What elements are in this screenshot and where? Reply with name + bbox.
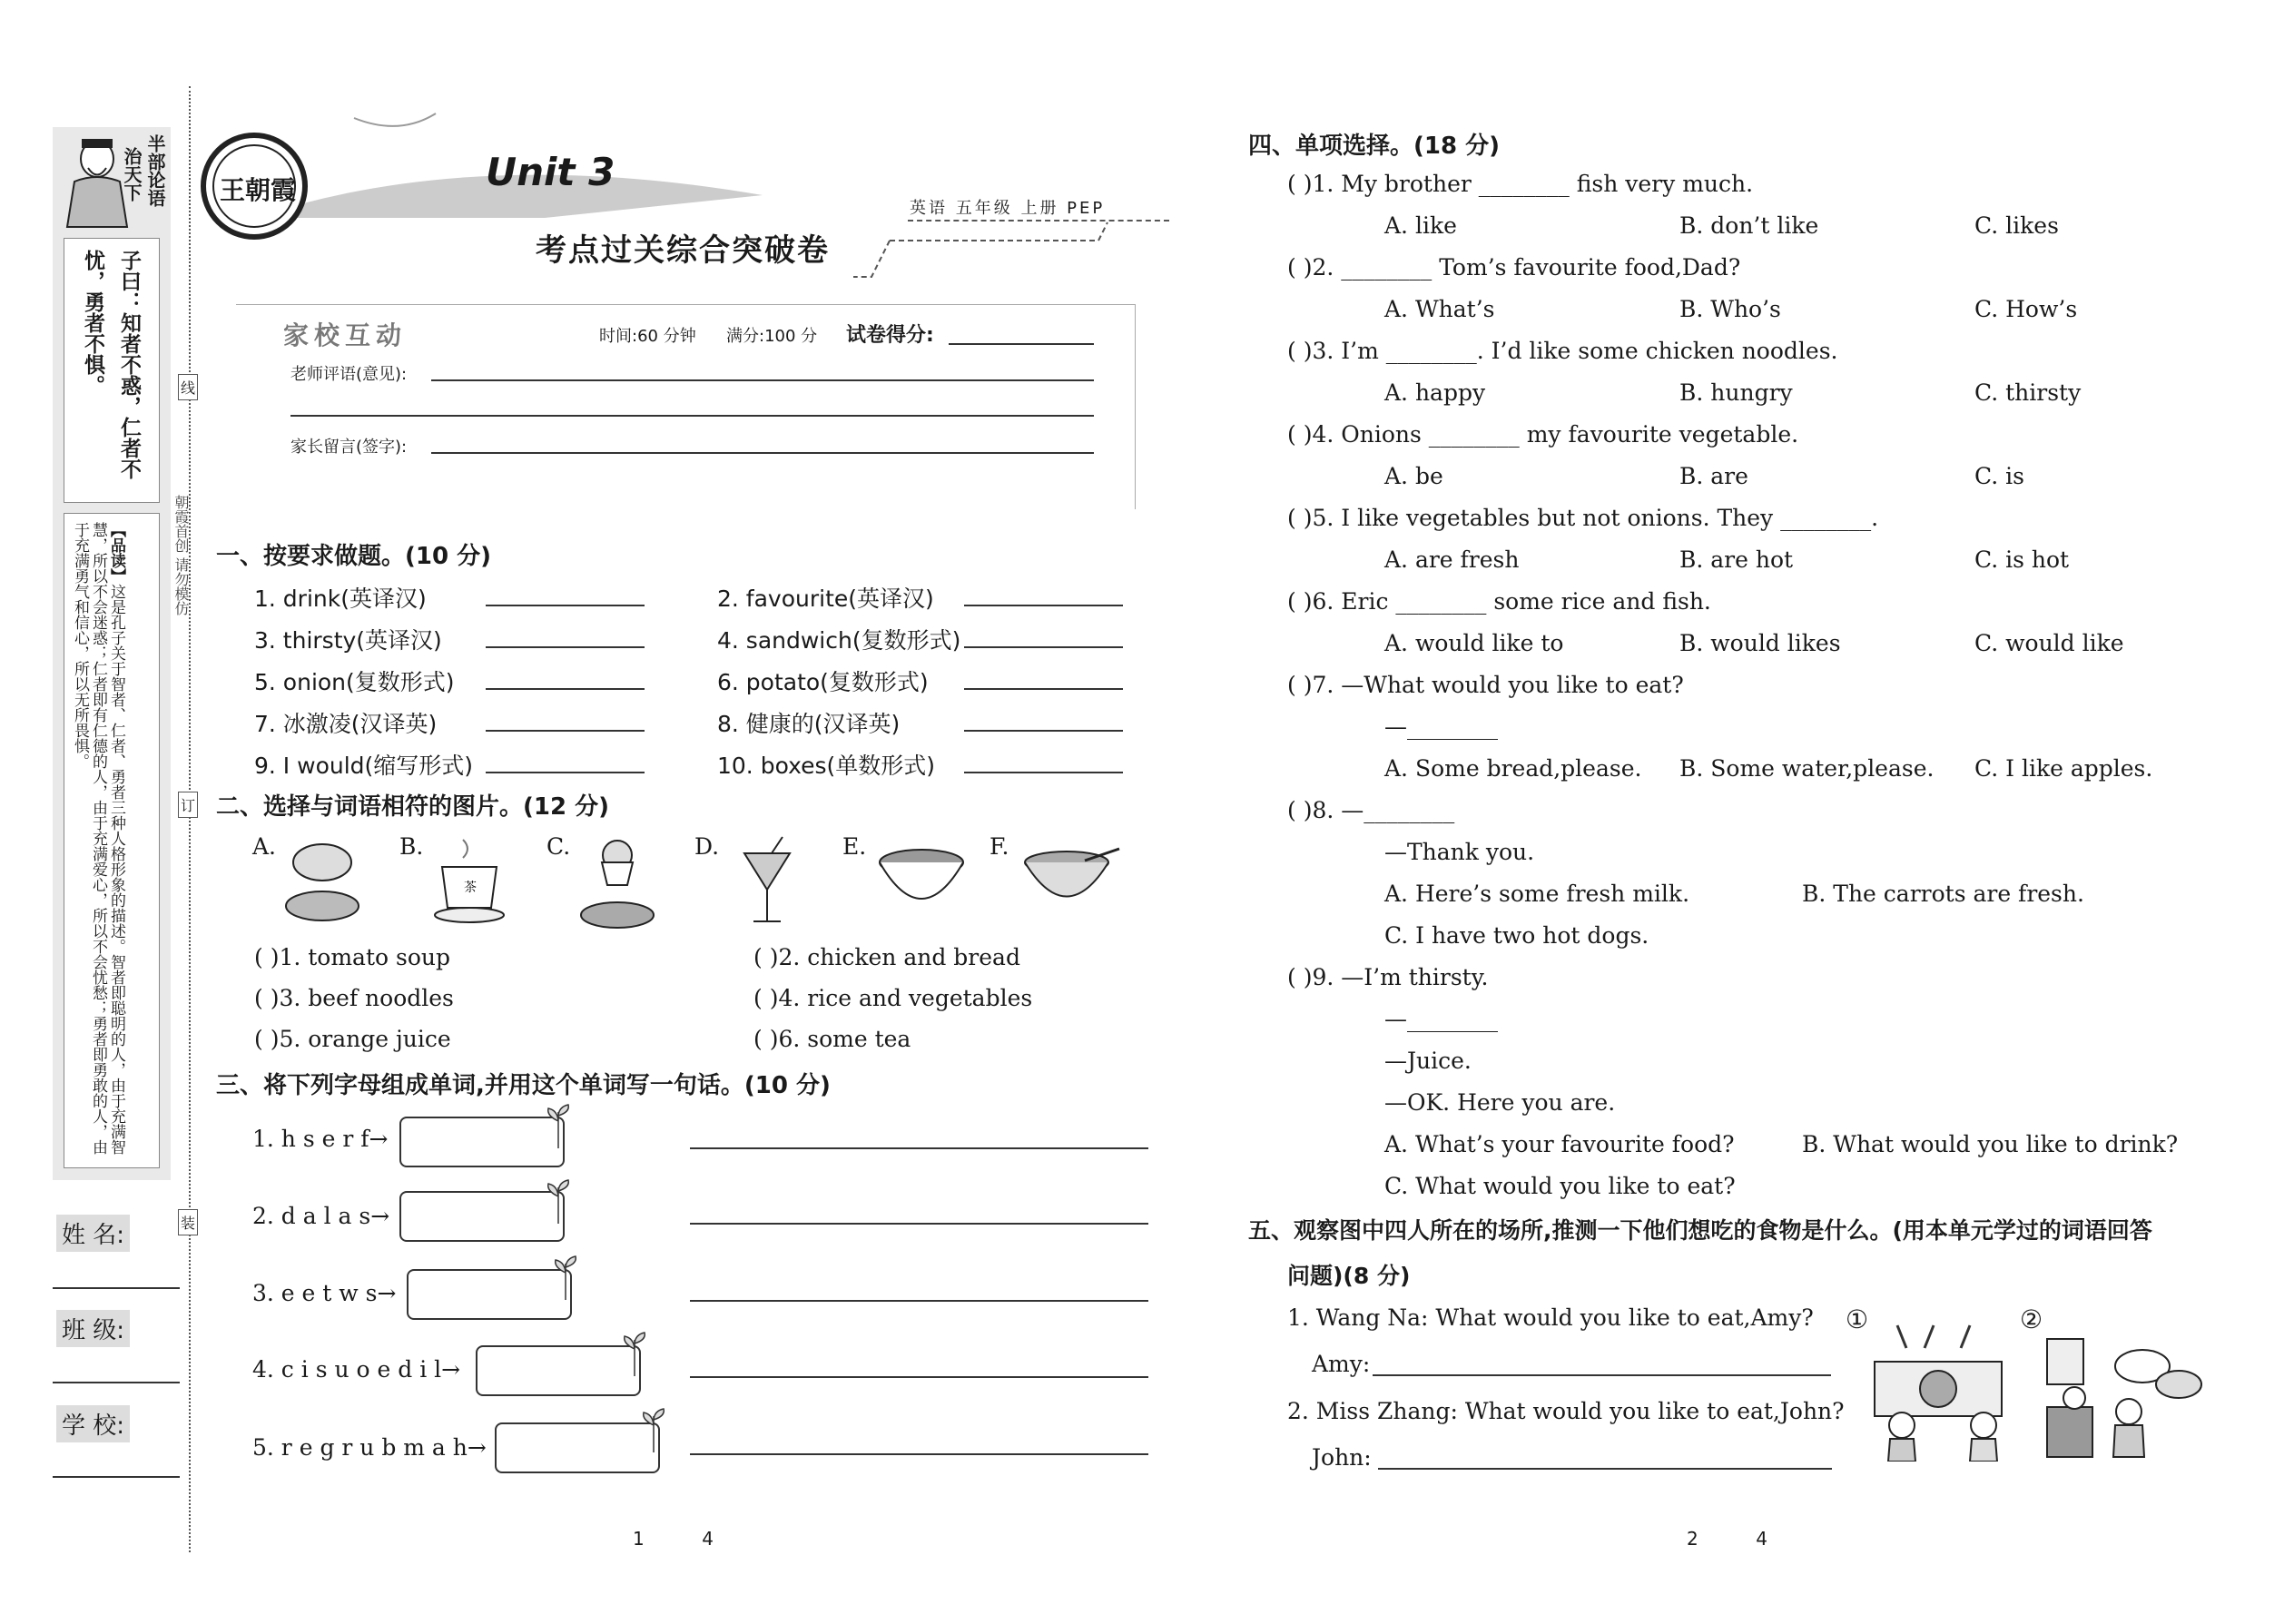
cut-line <box>189 86 191 1552</box>
section3-title: 三、将下列字母组成单词,并用这个单词写一句话。(10 分) <box>216 1072 831 1099</box>
sprout-icon <box>545 1178 572 1224</box>
s2-item-1: ( )1. tomato soup <box>254 944 450 970</box>
s4-q1-opt-b: B. don’t like <box>1679 212 1819 239</box>
s4-q3: ( )3. I’m ________. I’d like some chicken noodles. <box>1287 338 1838 364</box>
school-label: 学 校: <box>56 1405 130 1442</box>
s4-q5-opt-c: C. is hot <box>1974 546 2070 573</box>
full-score-text: 满分:100 分 <box>726 327 818 346</box>
class-label: 班 级: <box>56 1310 130 1347</box>
s1-item-5: 5. onion(复数形式) <box>254 669 455 695</box>
class-field[interactable] <box>53 1382 180 1383</box>
s1-item-8: 8. 健康的(汉译英) <box>717 711 901 737</box>
sprout-icon <box>545 1103 572 1148</box>
s3-item-3: 3. e e t w s→ <box>252 1280 397 1306</box>
s4-q7-answer: —________ <box>1384 714 1498 740</box>
s4-q6-opt-c: C. would like <box>1974 630 2124 656</box>
s4-q6-opt-b: B. would likes <box>1679 630 1841 656</box>
meta-rule <box>908 220 1169 221</box>
s5-a2-label: John: <box>1312 1444 1372 1471</box>
name-field[interactable] <box>53 1287 180 1289</box>
reading-text: 【品读】这是孔子关于智者、仁者、勇者三种人格形象的描述。智者即聪明的人，由于充满智慧，所以不会迷惑；仁者即有仁德的人，由于充满爱心，所以不会忧愁；勇者即勇敢的人，由于充满勇气和信心，所以无所畏惧。 <box>71 522 125 1155</box>
s5-answer-2[interactable] <box>1378 1468 1832 1470</box>
section2-title: 二、选择与词语相符的图片。(12 分) <box>216 793 609 821</box>
s1-answer-8[interactable] <box>964 730 1123 732</box>
s4-q3-opt-b: B. hungry <box>1679 379 1793 406</box>
orange-juice-picture <box>735 835 799 935</box>
s1-answer-3[interactable] <box>486 646 645 648</box>
s4-q6-opt-a: A. would like to <box>1384 630 1564 656</box>
s4-q2-opt-b: B. Who’s <box>1679 296 1781 322</box>
s4-q3-opt-a: A. happy <box>1384 379 1486 406</box>
page-number-right: 2 4 <box>1687 1528 1768 1550</box>
s4-q7-opt-a: A. Some bread,please. <box>1384 755 1642 782</box>
s3-item-2: 2. d a l a s→ <box>252 1203 390 1229</box>
s3-word-box-4[interactable] <box>476 1345 641 1396</box>
s4-q8: ( )8. —________ <box>1287 797 1455 823</box>
s4-q4: ( )4. Onions ________ my favourite vegetable. <box>1287 421 1799 448</box>
s2-item-5: ( )5. orange juice <box>254 1026 451 1052</box>
motto-a: 半部论语 <box>144 134 166 207</box>
s4-q5-opt-a: A. are fresh <box>1384 546 1520 573</box>
pic-letter-a: A. <box>252 833 277 860</box>
cut-mark-1: 线 <box>178 374 198 400</box>
pic-letter-c: C. <box>546 833 571 860</box>
s1-item-1: 1. drink(英译汉) <box>254 586 427 612</box>
sprout-icon <box>640 1407 667 1452</box>
s1-item-6: 6. potato(复数形式) <box>717 669 929 695</box>
s5-a1-label: Amy: <box>1312 1351 1371 1377</box>
teacher-comment-field[interactable] <box>431 379 1094 381</box>
s4-q9-line2: —________ <box>1384 1006 1498 1032</box>
s3-word-box-3[interactable] <box>407 1269 572 1320</box>
s1-answer-4[interactable] <box>964 646 1123 648</box>
score-label: 试卷得分: <box>846 324 934 347</box>
s4-q3-opt-c: C. thirsty <box>1974 379 2082 406</box>
meta-text: 英语 五年级 上册 PEP <box>910 199 1106 218</box>
s5-q2: 2. Miss Zhang: What would you like to eat,John? <box>1287 1398 1845 1424</box>
pic-letter-b: B. <box>399 833 424 860</box>
s5-q1: 1. Wang Na: What would you like to eat,Amy? <box>1287 1304 1814 1331</box>
tea-cup-picture <box>431 835 513 926</box>
s4-q7: ( )7. —What would you like to eat? <box>1287 672 1684 698</box>
s1-item-2: 2. favourite(英译汉) <box>717 586 934 612</box>
pic-letter-e: E. <box>842 833 867 860</box>
s1-answer-9[interactable] <box>486 772 645 773</box>
s3-item-5: 5. r e g r u b m a h→ <box>252 1434 487 1461</box>
s4-q9: ( )9. —I’m thirsty. <box>1287 964 1489 990</box>
s4-q9-line3: —Juice. <box>1384 1048 1472 1074</box>
s4-q2-opt-c: C. How’s <box>1974 296 2078 322</box>
s3-sentence-4[interactable] <box>690 1376 1148 1378</box>
s2-item-3: ( )3. beef noodles <box>254 985 454 1011</box>
sprout-icon <box>621 1331 648 1376</box>
s1-answer-5[interactable] <box>486 688 645 690</box>
section4-title: 四、单项选择。(18 分) <box>1248 133 1500 160</box>
svg-text:茶: 茶 <box>464 881 477 895</box>
s4-q8-opt-c: C. I have two hot dogs. <box>1384 922 1649 949</box>
quote-text: 子曰：知者不惑，仁者不忧，勇者不惧。 <box>81 250 141 479</box>
s4-q7-opt-c: C. I like apples. <box>1974 755 2153 782</box>
school-field[interactable] <box>53 1476 180 1478</box>
s1-answer-7[interactable] <box>486 730 645 732</box>
score-field[interactable] <box>949 343 1094 345</box>
teacher-comment-field-2[interactable] <box>290 415 1094 417</box>
section5-title: 五、观察图中四人所在的场所,推测一下他们想吃的食物是什么。(用本单元学过的词语回答 <box>1248 1217 2152 1244</box>
pic-letter-d: D. <box>694 833 720 860</box>
s2-item-2: ( )2. chicken and bread <box>753 944 1020 970</box>
unit-title: Unit 3 <box>486 150 615 194</box>
page-title: 考点过关综合突破卷 <box>536 232 830 269</box>
s2-item-4: ( )4. rice and vegetables <box>753 985 1033 1011</box>
time-text: 时间:60 分钟 <box>599 327 696 346</box>
s4-q9-line4: —OK. Here you are. <box>1384 1089 1616 1116</box>
sprout-icon <box>552 1255 579 1300</box>
s4-q7-opt-b: B. Some water,please. <box>1679 755 1935 782</box>
rice-vegetables-picture <box>576 835 658 935</box>
home-school-label: 家校互动 <box>283 320 408 350</box>
section5-title-2: 问题)(8 分) <box>1287 1263 1411 1289</box>
s5-pic-label-2: ② <box>2020 1304 2043 1334</box>
s4-q9-opt-b: B. What would you like to drink? <box>1802 1131 2179 1157</box>
s4-q8-opt-b: B. The carrots are fresh. <box>1802 881 2084 907</box>
s2-item-6: ( )6. some tea <box>753 1026 911 1052</box>
s4-q9-opt-a: A. What’s your favourite food? <box>1384 1131 1735 1157</box>
s3-item-4: 4. c i s u o e d i l→ <box>252 1356 461 1383</box>
s4-q5: ( )5. I like vegetables but not onions. They ________. <box>1287 505 1879 531</box>
s4-q2: ( )2. ________ Tom’s favourite food,Dad? <box>1287 254 1741 281</box>
s4-q6: ( )6. Eric ________ some rice and fish. <box>1287 588 1711 615</box>
s3-word-box-5[interactable] <box>495 1422 660 1473</box>
page-number-left: 1 4 <box>633 1528 714 1550</box>
s3-word-box-2[interactable] <box>399 1191 565 1242</box>
parent-msg-field[interactable] <box>431 452 1094 454</box>
s4-q4-opt-b: B. are <box>1679 463 1748 489</box>
scene-1-illustration <box>1870 1321 2006 1462</box>
s4-q8-opt-a: A. Here’s some fresh milk. <box>1384 881 1690 907</box>
s4-q2-opt-a: A. What’s <box>1384 296 1495 322</box>
s3-item-1: 1. h s e r f→ <box>252 1126 389 1152</box>
s3-sentence-2[interactable] <box>690 1223 1148 1225</box>
cut-mark-2: 订 <box>178 792 198 818</box>
section1-title: 一、按要求做题。(10 分) <box>216 543 491 570</box>
s1-answer-6[interactable] <box>964 688 1123 690</box>
beef-noodles-picture <box>876 844 967 917</box>
tomato-soup-picture <box>1021 844 1121 917</box>
s4-q1-opt-c: C. likes <box>1974 212 2059 239</box>
s4-q4-opt-a: A. be <box>1384 463 1443 489</box>
s4-q5-opt-b: B. are hot <box>1679 546 1794 573</box>
s1-item-7: 7. 冰激凌(汉译英) <box>254 711 438 737</box>
copyright: 朝霞首创 请勿模仿 <box>172 495 190 616</box>
s1-answer-2[interactable] <box>964 605 1123 606</box>
s1-item-4: 4. sandwich(复数形式) <box>717 627 961 654</box>
teacher-comment-label: 老师评语(意见): <box>290 365 408 384</box>
s4-q4-opt-c: C. is <box>1974 463 2024 489</box>
scene-2-illustration <box>2043 1334 2206 1462</box>
cut-mark-3: 装 <box>178 1209 198 1235</box>
s1-item-10: 10. boxes(单数形式) <box>717 753 936 779</box>
s3-word-box-1[interactable] <box>399 1117 565 1167</box>
s4-q8-line2: —Thank you. <box>1384 839 1535 865</box>
s3-sentence-1[interactable] <box>690 1147 1148 1149</box>
name-label: 姓 名: <box>56 1215 130 1252</box>
s5-answer-1[interactable] <box>1373 1374 1831 1376</box>
s1-answer-10[interactable] <box>964 772 1123 773</box>
s3-sentence-5[interactable] <box>690 1453 1148 1455</box>
motto-b: 治天下 <box>121 147 143 202</box>
s4-q1-opt-a: A. like <box>1384 212 1457 239</box>
pic-letter-f: F. <box>989 833 1009 860</box>
s1-item-9: 9. I would(缩写形式) <box>254 753 474 779</box>
s5-pic-label-1: ① <box>1846 1304 1869 1334</box>
chicken-bread-picture <box>281 835 363 926</box>
s4-q1: ( )1. My brother ________ fish very much. <box>1287 171 1754 197</box>
s4-q9-opt-c: C. What would you like to eat? <box>1384 1173 1736 1199</box>
logo-text: 王朝霞 <box>220 175 297 205</box>
s3-sentence-3[interactable] <box>690 1300 1148 1302</box>
parent-msg-label: 家长留言(签字): <box>290 438 408 457</box>
s1-item-3: 3. thirsty(英译汉) <box>254 627 442 654</box>
s1-answer-1[interactable] <box>486 605 645 606</box>
